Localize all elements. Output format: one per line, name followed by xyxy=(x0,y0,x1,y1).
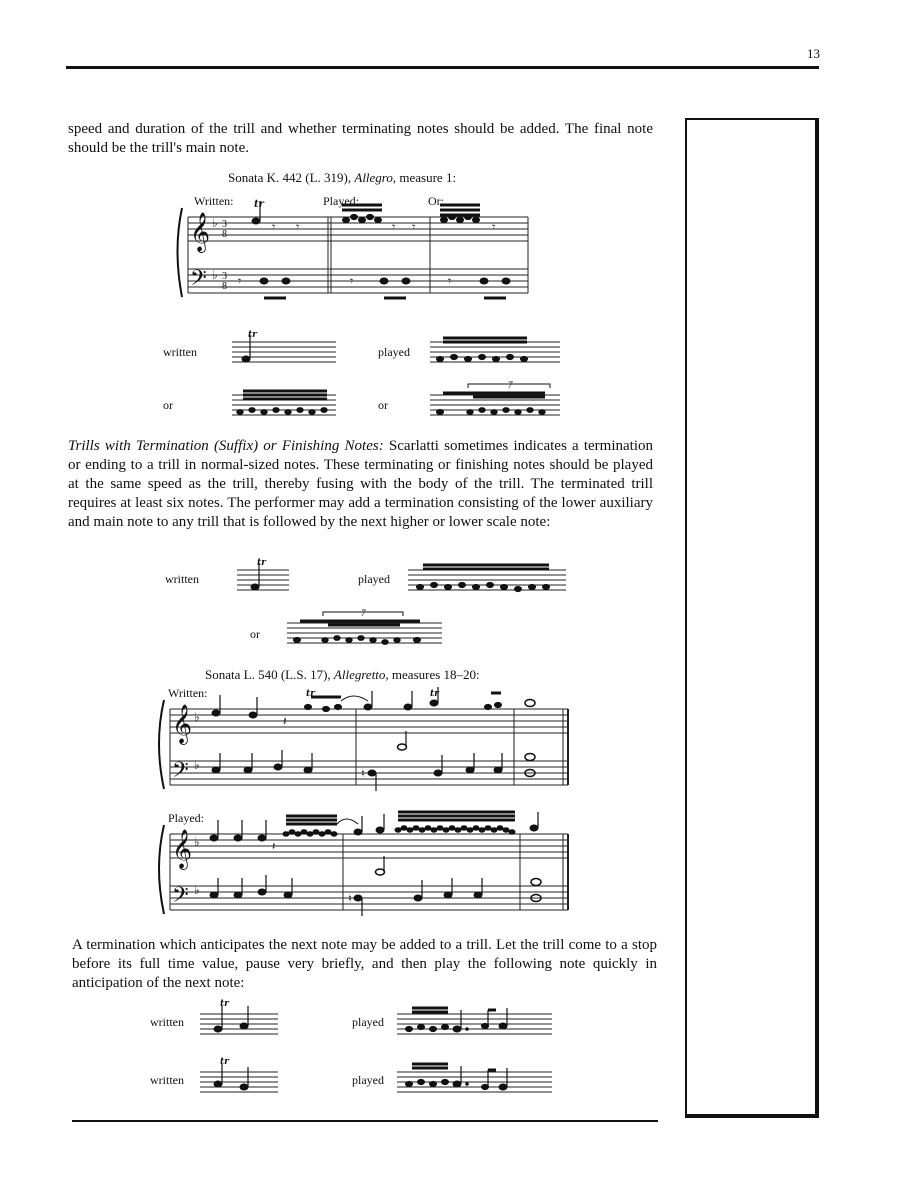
tuplet-number: 7 xyxy=(361,608,366,618)
svg-text:tr: tr xyxy=(430,689,439,699)
treble-clef-icon: 𝄞 xyxy=(190,212,211,252)
tuplet-number: 7 xyxy=(508,380,513,390)
example2-label-played: played xyxy=(378,345,410,359)
margin-box xyxy=(685,118,819,1118)
bottom-rule xyxy=(72,1120,658,1122)
example4-caption: Sonata L. 540 (L.S. 17), Allegretto, measures 18–20: xyxy=(205,667,480,682)
example5-label-written-2: written xyxy=(150,1073,184,1087)
example2-played-staff xyxy=(430,332,560,366)
example4-played-grand-staff xyxy=(158,820,573,918)
example2-or1-staff xyxy=(232,385,336,419)
example3-or-staff xyxy=(287,608,442,648)
svg-text:tr: tr xyxy=(220,999,229,1009)
svg-text:𝄾: 𝄾 xyxy=(272,220,276,234)
example5-written2-staff xyxy=(200,1057,278,1096)
example3-written-staff xyxy=(237,560,289,594)
example2-label-written: written xyxy=(163,345,197,359)
svg-text:𝄢: 𝄢 xyxy=(172,883,189,913)
example5-written1-staff xyxy=(200,999,278,1038)
svg-text:♮: ♮ xyxy=(348,893,352,905)
svg-text:𝄾: 𝄾 xyxy=(238,274,242,288)
paragraph-trills-with-termination: Trills with Termination (Suffix) or Finishing Notes: Scarlatti sometimes indicates a termination or ending to a trill in normal-sized notes. These terminating or finishing notes should be played at the same speed as the trill, thereby fusing with the body of the trill. The terminated trill requires at least six notes. The performer may add a termination consisting of the lower auxiliary and main note to any trill that is followed by the next higher or lower scale note: xyxy=(68,438,654,530)
svg-text:𝄾: 𝄾 xyxy=(492,220,496,234)
top-rule xyxy=(66,66,819,69)
svg-text:tr: tr xyxy=(248,330,257,340)
played-figure xyxy=(342,205,382,223)
svg-text:𝄾: 𝄾 xyxy=(350,274,354,288)
svg-text:8: 8 xyxy=(222,229,227,240)
svg-text:𝄞: 𝄞 xyxy=(172,829,193,869)
svg-text:8: 8 xyxy=(222,281,227,292)
svg-text:♭: ♭ xyxy=(212,216,218,230)
example1-label-played: Played: xyxy=(323,194,359,208)
svg-text:♭: ♭ xyxy=(194,758,200,772)
svg-text:𝄾: 𝄾 xyxy=(392,220,396,234)
example1-caption: Sonata K. 442 (L. 319), Allegro, measure 1: xyxy=(228,170,457,185)
svg-text:tr: tr xyxy=(220,1057,229,1067)
svg-text:♭: ♭ xyxy=(194,883,200,897)
paragraph-trill-duration: speed and duration of the trill and whether terminating notes should be added. The final note should be the trill's main note. xyxy=(68,121,653,156)
svg-text:𝄽: 𝄽 xyxy=(272,841,276,853)
example5-label-written-1: written xyxy=(150,1015,184,1029)
svg-text:♭: ♭ xyxy=(194,835,200,849)
bass-clef-icon: 𝄢 xyxy=(190,266,207,296)
example3-played-staff xyxy=(408,560,566,594)
svg-text:♭: ♭ xyxy=(212,268,218,282)
example1-label-written: Written: xyxy=(194,194,234,208)
svg-text:3: 3 xyxy=(222,271,227,282)
example2-label-or-2: or xyxy=(378,398,388,412)
svg-text:tr: tr xyxy=(306,689,315,699)
example5-played1-staff xyxy=(397,1004,552,1038)
example2-or2-staff xyxy=(430,380,560,420)
example5-label-played-2: played xyxy=(352,1073,384,1087)
svg-text:𝄞: 𝄞 xyxy=(172,704,193,744)
example3-label-or: or xyxy=(250,627,260,641)
trill-icon: tr xyxy=(254,199,264,210)
svg-text:𝄾: 𝄾 xyxy=(412,220,416,234)
svg-text:♭: ♭ xyxy=(194,710,200,724)
example5-played2-staff xyxy=(397,1062,552,1096)
example4-label-written: Written: xyxy=(168,686,208,700)
example3-label-played: played xyxy=(358,572,390,586)
svg-text:3: 3 xyxy=(222,219,227,230)
svg-text:𝄾: 𝄾 xyxy=(448,274,452,288)
svg-text:tr: tr xyxy=(257,558,266,568)
or-figure xyxy=(440,205,480,223)
svg-text:♮: ♮ xyxy=(361,768,365,780)
example3-label-written: written xyxy=(165,572,199,586)
example2-label-or-1: or xyxy=(163,398,173,412)
paragraph-anticipation: A termination which anticipates the next note may be added to a trill. Let the trill come to a stop before its full time value, pause very briefly, and then play the following note quickly in anticipation of the next note: xyxy=(72,937,657,991)
svg-text:𝄾: 𝄾 xyxy=(296,220,300,234)
page-number: 13 xyxy=(807,46,820,61)
example2-written-staff xyxy=(232,332,336,366)
svg-text:𝄢: 𝄢 xyxy=(172,758,189,788)
example5-label-played-1: played xyxy=(352,1015,384,1029)
example1-label-or: Or: xyxy=(428,194,444,208)
example4-label-played: Played: xyxy=(168,811,204,825)
svg-text:𝄽: 𝄽 xyxy=(283,714,287,728)
